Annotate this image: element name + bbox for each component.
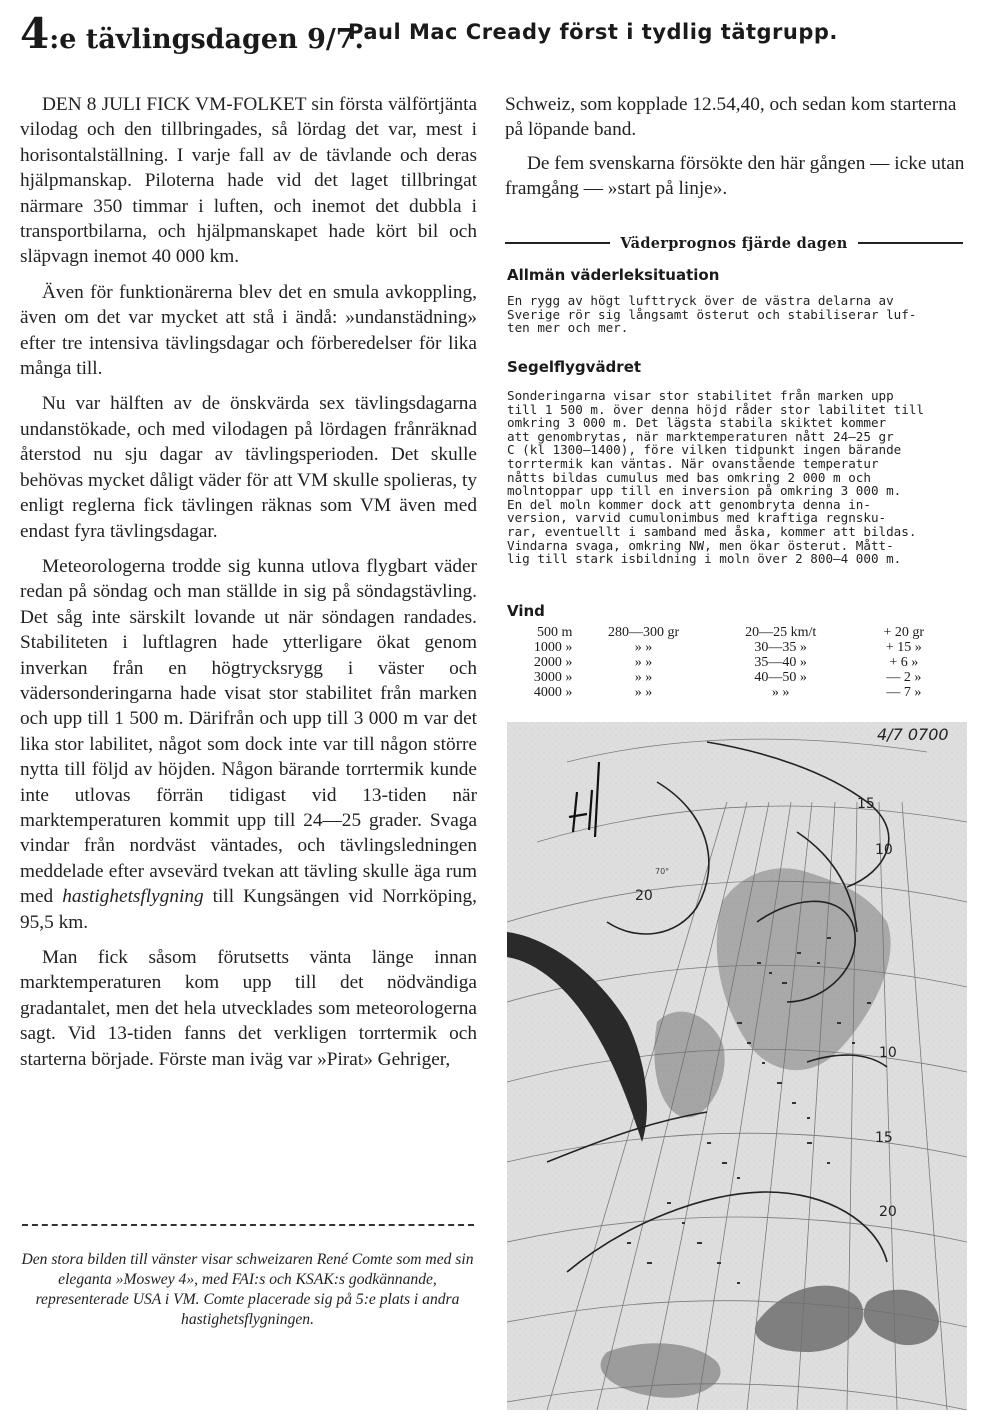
header-title: :e tävlingsdagen 9/7.	[49, 24, 364, 55]
temperature-cell: — 7 »	[886, 685, 922, 700]
header-subtitle: Paul Mac Cready först i tydlig tätgrupp.	[348, 20, 838, 44]
wind-title: Vind	[507, 602, 545, 620]
paragraph-text: Meteorologerna trodde sig kunna utlova flygbart väder redan på söndag och man ställde in sig på söndagstävling. Det såg inte särskilt lovande ut när söndagen randades. Stabiliteten i luftlagren hade ytterligare ökat genom inverkan från en högtrycksrygg i väster och vädersonderingarna hade visat stor stabilitet från marken och upp till 1 500 m. Därifrån och upp till 3 000 m var det lika stor labilitet, något som dock inte var till någon större nytta till följd av höjden. Någon bärande torrtermik kunde inte utlovas förrän tidigast vid 13-tiden när marktemperaturen kommit upp till 24—25 grader. Svaga vindar från nordväst väntades, och tävlingsledningen meddelade efter avsevärd tvekan att tävling skulle äga rum med	[20, 555, 477, 908]
header-number: 4	[20, 9, 50, 58]
paragraph: Schweiz, som kopplade 12.54,40, och sedan kom starterna på löpande band.	[505, 94, 957, 141]
direction-cell: » »	[634, 640, 653, 655]
direction-cell: » »	[634, 655, 653, 670]
paragraph: De fem svenskarna försökte den här gången — icke utan framgång — »start på linje».	[505, 152, 965, 200]
direction-cell: 280—300 gr	[607, 625, 680, 640]
temperature-cell: + 15 »	[885, 640, 922, 655]
paragraph-text: till Kungsängen vid Norrköping, 95,5 km.	[20, 886, 477, 933]
article-header	[20, 10, 364, 64]
forecast-heading	[505, 233, 963, 253]
isotherm-label: 15	[857, 796, 875, 812]
wind-table	[507, 625, 957, 700]
isotherm-label: 10	[879, 1045, 897, 1061]
temperature-cell: + 20 gr	[883, 625, 925, 640]
table-row	[507, 670, 957, 685]
temperature-cell: + 6 »	[889, 655, 919, 670]
altitude-cell: 2000 »	[533, 655, 573, 670]
speed-cell: 35—40 »	[754, 655, 807, 670]
altitude-cell: 500 m	[537, 625, 573, 640]
speed-cell: 30—35 »	[754, 640, 807, 655]
divider-line	[505, 242, 610, 244]
isotherm-label: 20	[879, 1204, 897, 1220]
divider-line	[858, 242, 963, 244]
paragraph: Nu var hälften av de önskvärda sex tävlingsdagarna undanstökade, och med vilodagen på lördagen frånräknad återstod nu sju dagar av tävlingsperioden. Det skulle behövas mycket dåligt väder för att VM skulle spolieras, ty enligt reglerna fick tävlingen räknas som VM även med endast fyra tävlingsdagar.	[20, 393, 477, 542]
speed-cell: 20—25 km/t	[745, 625, 817, 640]
direction-cell: » »	[634, 685, 653, 700]
table-row	[507, 655, 957, 670]
weather-map	[507, 722, 967, 1410]
caption-divider	[22, 1224, 474, 1226]
latitude-label: 70°	[655, 867, 670, 876]
left-text-column	[20, 92, 477, 1082]
isotherm-label: 20	[635, 888, 653, 904]
table-row	[507, 625, 957, 640]
speed-cell: » »	[771, 685, 790, 700]
isotherm-label: 10	[875, 842, 893, 858]
general-situation-text: En rygg av högt lufttryck över de västra delarna av Sverige rör sig långsamt österut och stabiliserar luf- ten mer och mer.	[507, 293, 917, 336]
temperature-cell: — 2 »	[886, 670, 922, 685]
emphasis-text: hastighetsflygning	[62, 886, 204, 908]
altitude-cell: 4000 »	[533, 685, 573, 700]
paragraph	[20, 554, 477, 935]
isotherm-label: 15	[875, 1130, 893, 1146]
map-timestamp: 4/7 0700	[877, 725, 949, 744]
forecast-heading-text: Väderprognos fjärde dagen	[620, 234, 848, 252]
right-text-column	[505, 92, 967, 210]
paragraph: Man fick såsom förutsetts vänta länge innan marktemperaturen kom upp till det nödvändiga gradantalet, men det hela utvecklades som meteorologerna sagt. Vid 13-tiden fanns det verkligen torrtermik och starterna började. Förste man iväg var »Pirat» Gehriger,	[20, 947, 477, 1070]
photo-caption: Den stora bilden till vänster visar schweizaren René Comte som med sin eleganta »Moswey 4», med FAI:s och KSAK:s godkännande, representerade USA i VM. Comte placerade sig på 5:e plats i andra hastighetsflygningen.	[21, 1251, 474, 1328]
direction-cell: » »	[634, 670, 653, 685]
gliding-weather-text: Sonderingarna visar stor stabilitet från marken upp till 1 500 m. över denna höjd råder stor labilitet till omkring 3 000 m. Det lägsta stabila skiktet kommer att genombrytas, när marktemperaturen nått 24—25 gr C (kl 1300—1400), före vilken tidpunkt ingen bärande torrtermik kan väntas. När ovanstående temperatur nåtts bildas cumulus med bas omkring 2 000 m och molntoppar upp till en inversion på omkring 3 000 m. En del moln kommer dock att genombryta denna in- version, varvid cumulonimbus med kraftiga regnsku- rar, eventuellt i samband med åska, kommer att bildas. Vindarna svaga, omkring NW, men ökar österut. Mått- lig till stark isbildning i moln över 2 800—4 000 m.	[507, 388, 925, 567]
table-row	[507, 685, 957, 700]
table-row	[507, 640, 957, 655]
general-situation-title: Allmän väderleksituation	[507, 266, 720, 284]
altitude-cell: 3000 »	[533, 670, 573, 685]
paragraph: DEN 8 JULI FICK VM-FOLKET sin första välförtjänta vilodag och den tillbringades, så lördag det var, mest i horisontalställning. I varje fall av de tävlande och deras hjälpmanskap. Piloterna hade vid det laget tillbringat närmare 350 timmar i luften, och inemot det dubbla i transportbilarna, och hjälpmanskapet hade kört bil och släpvagn inemot 40 000 km.	[20, 94, 477, 268]
gliding-weather-title: Segelflygvädret	[507, 358, 642, 376]
paragraph: Även för funktionärerna blev det en smula avkoppling, även om det var mycket att stå i ändå: »undanstädning» efter tre intensiva tävlingsdagar och förberedelser för lika många till.	[20, 281, 477, 380]
altitude-cell: 1000 »	[533, 640, 573, 655]
speed-cell: 40—50 »	[754, 670, 807, 685]
